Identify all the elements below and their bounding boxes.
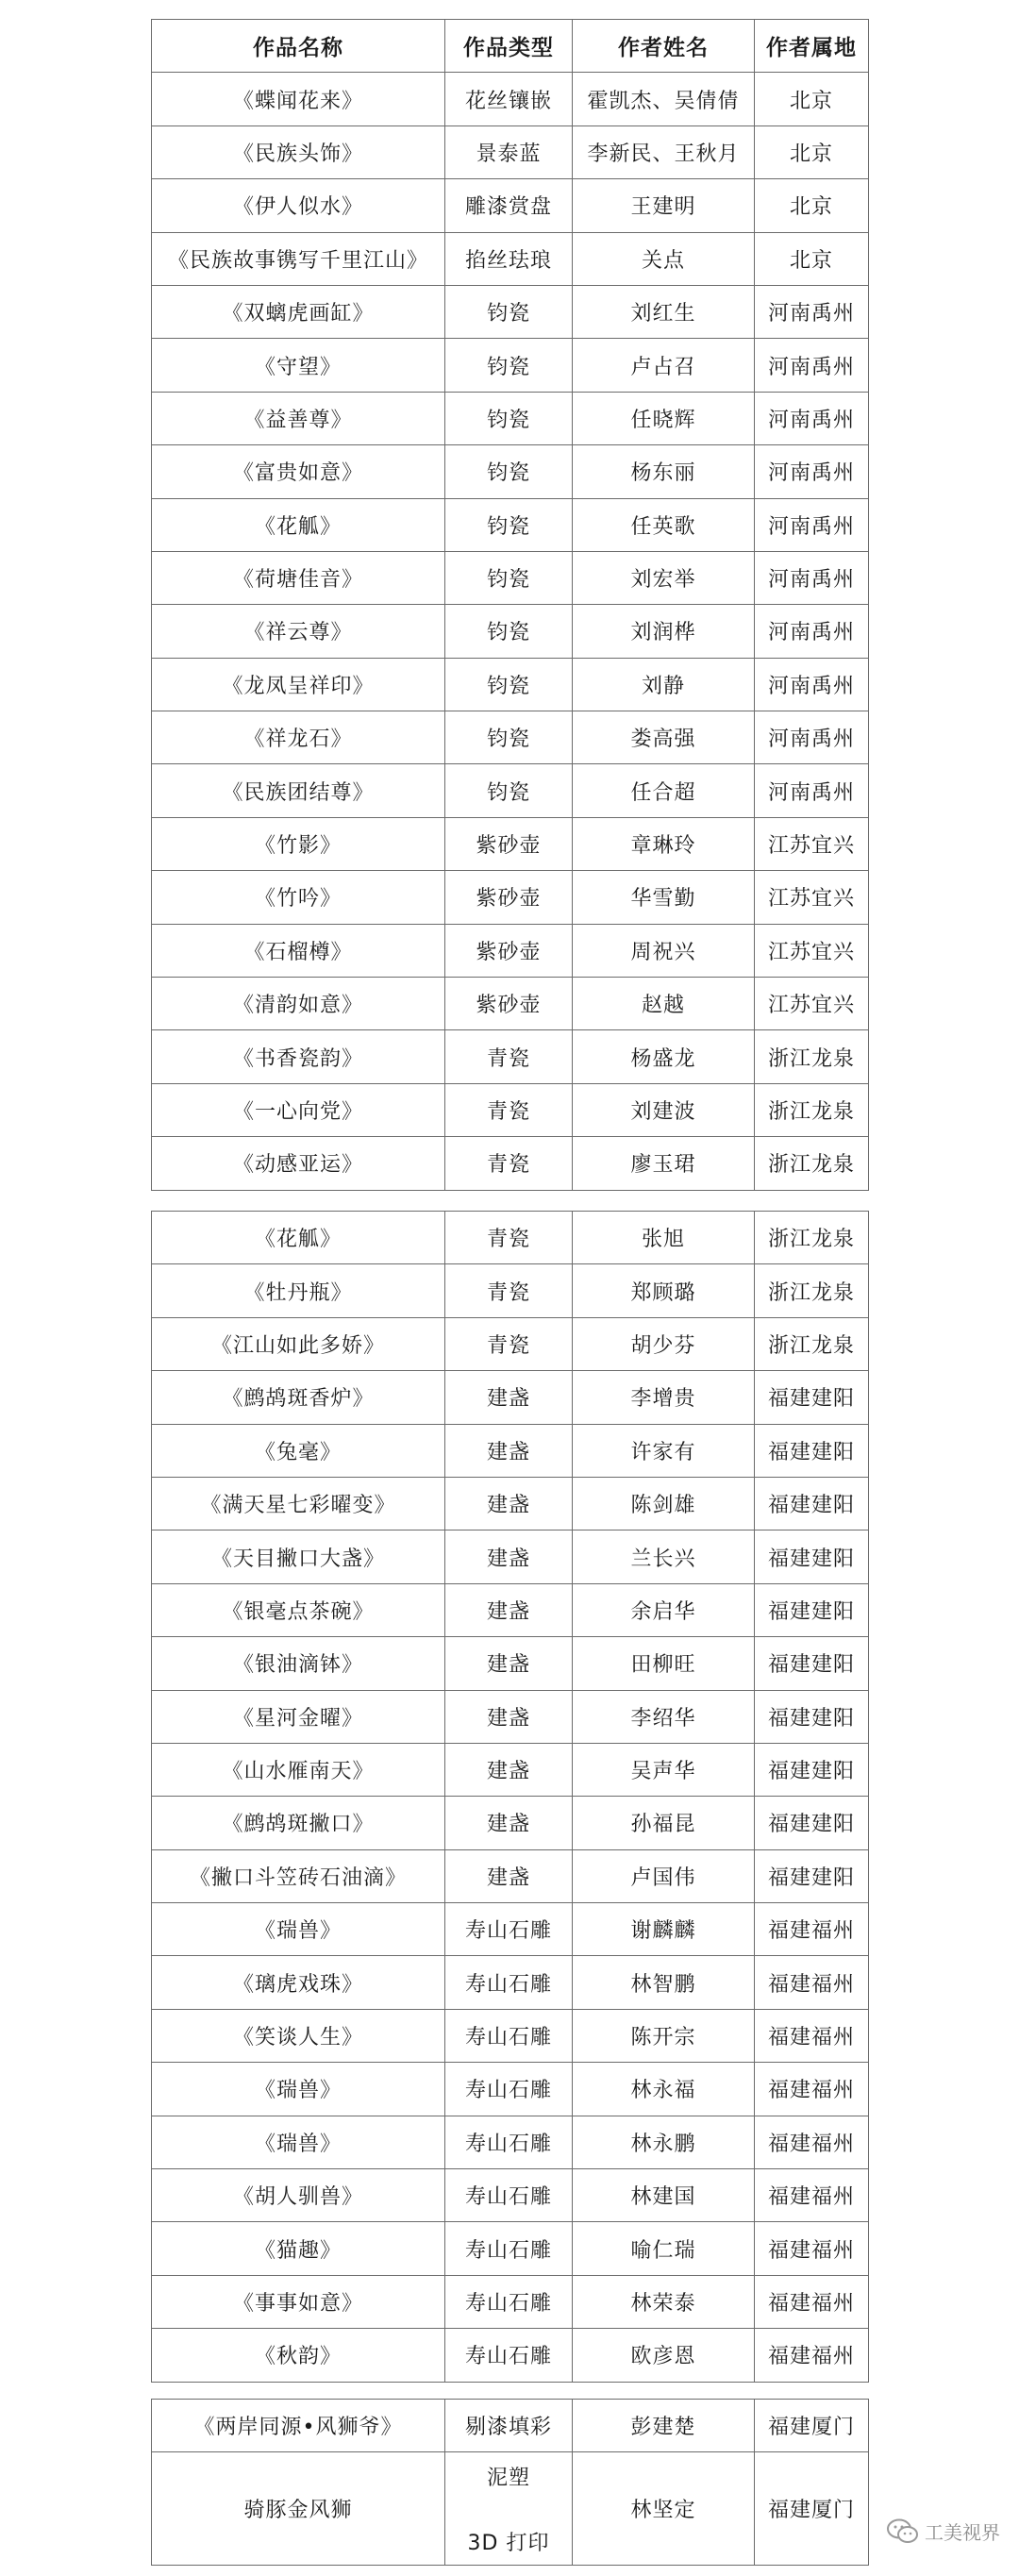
table-row: [152, 605, 869, 658]
table-row: [152, 1690, 869, 1743]
cell-author-name: 卢国伟: [573, 1849, 755, 1902]
cell-author-name: 刘建波: [573, 1083, 755, 1136]
works-table-part-3: [151, 2399, 869, 2566]
cell-work-type: 青瓷: [445, 1212, 573, 1264]
cell-work-name: 《祥云尊》: [152, 605, 445, 658]
table-row: [152, 1424, 869, 1477]
cell-work-name: 《富贵如意》: [152, 445, 445, 498]
cell-work-type: 寿山石雕: [445, 1956, 573, 2009]
cell-author-region: 福建厦门: [755, 2400, 869, 2452]
cell-work-type: 寿山石雕: [445, 2009, 573, 2062]
cell-author-region: 浙江龙泉: [755, 1083, 869, 1136]
cell-author-name: 王建明: [573, 179, 755, 232]
cell-work-name: 《花觚》: [152, 498, 445, 551]
table-row: [152, 817, 869, 870]
cell-work-name: 《石榴樽》: [152, 924, 445, 977]
cell-work-type: 建盏: [445, 1637, 573, 1690]
cell-author-name: 华雪勤: [573, 871, 755, 924]
table-row: [152, 2009, 869, 2062]
cell-author-region: 福建厦门: [755, 2452, 869, 2566]
cell-work-type: 建盏: [445, 1849, 573, 1902]
cell-author-region: 江苏宜兴: [755, 871, 869, 924]
cell-work-name: 《璃虎戏珠》: [152, 1956, 445, 2009]
cell-author-region: 浙江龙泉: [755, 1030, 869, 1083]
cell-work-name: 《一心向党》: [152, 1083, 445, 1136]
cell-author-name: 彭建楚: [573, 2400, 755, 2452]
cell-work-type: 花丝镶嵌: [445, 73, 573, 125]
cell-work-type: 寿山石雕: [445, 2169, 573, 2222]
cell-work-name: 《民族头饰》: [152, 125, 445, 178]
table-row: [152, 1583, 869, 1636]
table-row: [152, 1371, 869, 1424]
cell-work-type: [445, 2452, 573, 2566]
cell-work-type: 钧瓷: [445, 551, 573, 604]
cell-work-name: 《猫趣》: [152, 2222, 445, 2275]
cell-author-name: 刘宏举: [573, 551, 755, 604]
cell-author-name: 李绍华: [573, 1690, 755, 1743]
table-row: [152, 179, 869, 232]
cell-work-type: 建盏: [445, 1424, 573, 1477]
cell-author-name: 关点: [573, 232, 755, 285]
cell-author-region: 福建建阳: [755, 1797, 869, 1849]
cell-author-region: 福建福州: [755, 1903, 869, 1956]
cell-author-region: 福建建阳: [755, 1690, 869, 1743]
cell-author-region: 河南禹州: [755, 711, 869, 764]
cell-work-type: 建盏: [445, 1743, 573, 1796]
cell-work-type: 建盏: [445, 1371, 573, 1424]
cell-author-name: 吴声华: [573, 1743, 755, 1796]
cell-work-name: 《银油滴钵》: [152, 1637, 445, 1690]
cell-work-type: 紫砂壶: [445, 817, 573, 870]
cell-author-region: 福建福州: [755, 1956, 869, 2009]
cell-work-name: 《益善尊》: [152, 392, 445, 444]
cell-author-name: 林智鹏: [573, 1956, 755, 2009]
cell-work-name: 《兔毫》: [152, 1424, 445, 1477]
cell-author-name: 刘红生: [573, 285, 755, 338]
cell-author-region: 福建福州: [755, 2329, 869, 2382]
cell-author-region: 北京: [755, 179, 869, 232]
watermark: [887, 2517, 1000, 2545]
cell-work-name: 《祥龙石》: [152, 711, 445, 764]
cell-author-region: 福建福州: [755, 2009, 869, 2062]
cell-work-type: 掐丝珐琅: [445, 232, 573, 285]
cell-author-name: 章琳玲: [573, 817, 755, 870]
cell-work-name: 《龙凤呈祥印》: [152, 658, 445, 711]
cell-author-region: 江苏宜兴: [755, 978, 869, 1030]
cell-author-region: 江苏宜兴: [755, 924, 869, 977]
cell-author-region: 河南禹州: [755, 445, 869, 498]
cell-author-region: 福建福州: [755, 2169, 869, 2222]
cell-author-region: 河南禹州: [755, 285, 869, 338]
cell-author-name: 林坚定: [573, 2452, 755, 2566]
cell-author-region: 浙江龙泉: [755, 1264, 869, 1317]
cell-author-name: 兰长兴: [573, 1531, 755, 1583]
cell-author-name: 任英歌: [573, 498, 755, 551]
cell-work-name: 《笑谈人生》: [152, 2009, 445, 2062]
cell-work-name: 《动感亚运》: [152, 1137, 445, 1190]
table-row: [152, 658, 869, 711]
cell-work-name: 《伊人似水》: [152, 179, 445, 232]
cell-work-name: 《民族故事镌写千里江山》: [152, 232, 445, 285]
cell-author-region: 河南禹州: [755, 658, 869, 711]
table-row: [152, 2329, 869, 2382]
cell-work-type: 紫砂壶: [445, 978, 573, 1030]
cell-work-name: 《星河金曜》: [152, 1690, 445, 1743]
cell-work-type: 钧瓷: [445, 445, 573, 498]
cell-work-type: 寿山石雕: [445, 2329, 573, 2382]
cell-author-name: 周祝兴: [573, 924, 755, 977]
cell-work-name: 《书香瓷韵》: [152, 1030, 445, 1083]
cell-author-name: 许家有: [573, 1424, 755, 1477]
table-row: [152, 2452, 869, 2566]
cell-author-name: 李增贵: [573, 1371, 755, 1424]
table-row: [152, 551, 869, 604]
cell-work-type: 建盏: [445, 1531, 573, 1583]
table-row: [152, 1531, 869, 1583]
cell-author-region: 福建建阳: [755, 1477, 869, 1530]
cell-work-type: 建盏: [445, 1583, 573, 1636]
cell-work-type: 寿山石雕: [445, 1903, 573, 1956]
cell-author-name: 胡少芬: [573, 1317, 755, 1370]
cell-work-type: 钧瓷: [445, 711, 573, 764]
cell-author-name: 刘静: [573, 658, 755, 711]
table-row: [152, 1477, 869, 1530]
table-row: [152, 1264, 869, 1317]
cell-author-region: 福建福州: [755, 2222, 869, 2275]
table-row: [152, 2400, 869, 2452]
cell-author-name: 娄高强: [573, 711, 755, 764]
cell-work-name: 《秋韵》: [152, 2329, 445, 2382]
cell-author-name: 郑顾璐: [573, 1264, 755, 1317]
cell-work-name: 《山水雁南天》: [152, 1743, 445, 1796]
cell-work-type: 建盏: [445, 1797, 573, 1849]
cell-work-type: 青瓷: [445, 1317, 573, 1370]
table-row: [152, 871, 869, 924]
cell-author-region: 河南禹州: [755, 605, 869, 658]
table-row: [152, 285, 869, 338]
table-row: [152, 1743, 869, 1796]
cell-work-name: 骑豚金风狮: [152, 2452, 445, 2566]
cell-work-name: 《江山如此多娇》: [152, 1317, 445, 1370]
cell-author-name: 赵越: [573, 978, 755, 1030]
cell-work-type: 钧瓷: [445, 658, 573, 711]
cell-work-type: 剔漆填彩: [445, 2400, 573, 2452]
cell-author-name: 林永福: [573, 2063, 755, 2116]
cell-author-region: 河南禹州: [755, 339, 869, 392]
table-row: [152, 73, 869, 125]
cell-work-name: 《竹影》: [152, 817, 445, 870]
table-row: [152, 764, 869, 817]
cell-author-region: 北京: [755, 232, 869, 285]
cell-author-name: 谢麟麟: [573, 1903, 755, 1956]
work-type-line-2: 3D 打印: [467, 2531, 550, 2555]
cell-work-type: 钧瓷: [445, 392, 573, 444]
cell-work-name: 《两岸同源•风狮爷》: [152, 2400, 445, 2452]
cell-work-name: 《事事如意》: [152, 2275, 445, 2328]
cell-author-name: 陈剑雄: [573, 1477, 755, 1530]
header-work-name: 作品名称: [152, 20, 445, 73]
cell-work-type: 青瓷: [445, 1030, 573, 1083]
header-work-type: 作品类型: [445, 20, 573, 73]
cell-author-region: 福建福州: [755, 2063, 869, 2116]
cell-work-name: 《撇口斗笠砖石油滴》: [152, 1849, 445, 1902]
cell-work-type: 紫砂壶: [445, 871, 573, 924]
cell-author-name: 杨盛龙: [573, 1030, 755, 1083]
table-row: [152, 978, 869, 1030]
table-row: [152, 1849, 869, 1902]
cell-work-type: 钧瓷: [445, 285, 573, 338]
cell-author-name: 张旭: [573, 1212, 755, 1264]
cell-work-type: 钧瓷: [445, 764, 573, 817]
table-row: [152, 2116, 869, 2168]
table-row: [152, 392, 869, 444]
cell-work-name: 《鹧鸪斑香炉》: [152, 1371, 445, 1424]
cell-author-name: 喻仁瑞: [573, 2222, 755, 2275]
cell-author-region: 河南禹州: [755, 498, 869, 551]
table-row: [152, 1956, 869, 2009]
cell-author-region: 福建建阳: [755, 1371, 869, 1424]
cell-author-name: 林建国: [573, 2169, 755, 2222]
cell-work-type: 钧瓷: [445, 339, 573, 392]
cell-work-name: 《瑞兽》: [152, 1903, 445, 1956]
cell-work-type: 建盏: [445, 1690, 573, 1743]
works-table-part-2: [151, 1211, 869, 2383]
cell-work-type: 青瓷: [445, 1137, 573, 1190]
cell-work-name: 《鹧鸪斑撇口》: [152, 1797, 445, 1849]
table-row: [152, 1797, 869, 1849]
cell-author-region: 福建建阳: [755, 1743, 869, 1796]
cell-work-name: 《银毫点茶碗》: [152, 1583, 445, 1636]
cell-author-region: 北京: [755, 125, 869, 178]
table-row: [152, 125, 869, 178]
table-row: [152, 232, 869, 285]
cell-work-name: 《花觚》: [152, 1212, 445, 1264]
cell-author-name: 杨东丽: [573, 445, 755, 498]
cell-author-region: 河南禹州: [755, 392, 869, 444]
cell-author-region: 浙江龙泉: [755, 1137, 869, 1190]
header-author-region: 作者属地: [755, 20, 869, 73]
cell-work-name: 《民族团结尊》: [152, 764, 445, 817]
cell-author-region: 浙江龙泉: [755, 1212, 869, 1264]
cell-work-name: 《胡人驯兽》: [152, 2169, 445, 2222]
table-row: [152, 924, 869, 977]
cell-work-name: 《清韵如意》: [152, 978, 445, 1030]
wechat-icon: [887, 2518, 919, 2545]
cell-author-region: 江苏宜兴: [755, 817, 869, 870]
cell-work-name: 《双螭虎画缸》: [152, 285, 445, 338]
table-row: [152, 2275, 869, 2328]
cell-work-type: 紫砂壶: [445, 924, 573, 977]
cell-author-name: 林荣泰: [573, 2275, 755, 2328]
cell-author-region: 河南禹州: [755, 764, 869, 817]
table-row: [152, 1903, 869, 1956]
cell-work-type: 钧瓷: [445, 605, 573, 658]
table-row: [152, 1137, 869, 1190]
cell-author-region: 福建福州: [755, 2116, 869, 2168]
cell-author-region: 北京: [755, 73, 869, 125]
cell-author-region: 福建建阳: [755, 1531, 869, 1583]
table-row: [152, 445, 869, 498]
cell-work-type: 青瓷: [445, 1264, 573, 1317]
cell-work-type: 寿山石雕: [445, 2222, 573, 2275]
cell-author-name: 廖玉珺: [573, 1137, 755, 1190]
cell-author-name: 田柳旺: [573, 1637, 755, 1690]
cell-work-name: 《蝶闻花来》: [152, 73, 445, 125]
cell-work-name: 《瑞兽》: [152, 2063, 445, 2116]
watermark-text: 工美视界: [925, 2521, 1000, 2544]
table-row: [152, 498, 869, 551]
cell-work-type: 青瓷: [445, 1083, 573, 1136]
cell-author-name: 孙福昆: [573, 1797, 755, 1849]
table-row: [152, 2222, 869, 2275]
cell-work-name: 《守望》: [152, 339, 445, 392]
cell-work-type: 寿山石雕: [445, 2275, 573, 2328]
table-row: [152, 2169, 869, 2222]
cell-work-type: 寿山石雕: [445, 2063, 573, 2116]
table-row: [152, 1083, 869, 1136]
cell-author-region: 浙江龙泉: [755, 1317, 869, 1370]
cell-work-type: 雕漆赏盘: [445, 179, 573, 232]
table-header-row: [152, 20, 869, 73]
table-row: [152, 339, 869, 392]
cell-work-name: 《荷塘佳音》: [152, 551, 445, 604]
cell-work-name: 《牡丹瓶》: [152, 1264, 445, 1317]
table-row: [152, 1212, 869, 1264]
cell-work-name: 《满天星七彩曜变》: [152, 1477, 445, 1530]
work-type-line-1: 泥塑: [486, 2466, 530, 2490]
table-row: [152, 1317, 869, 1370]
cell-author-name: 余启华: [573, 1583, 755, 1636]
cell-author-name: 李新民、王秋月: [573, 125, 755, 178]
cell-work-type: 寿山石雕: [445, 2116, 573, 2168]
table-row: [152, 1637, 869, 1690]
cell-author-name: 林永鹏: [573, 2116, 755, 2168]
cell-author-region: 福建建阳: [755, 1424, 869, 1477]
cell-author-name: 卢占召: [573, 339, 755, 392]
cell-author-region: 福建建阳: [755, 1849, 869, 1902]
cell-work-type: 景泰蓝: [445, 125, 573, 178]
table-row: [152, 2063, 869, 2116]
cell-author-name: 任晓辉: [573, 392, 755, 444]
cell-author-name: 霍凯杰、吴倩倩: [573, 73, 755, 125]
cell-work-type: 建盏: [445, 1477, 573, 1530]
cell-work-name: 《天目撇口大盏》: [152, 1531, 445, 1583]
table-row: [152, 711, 869, 764]
cell-work-name: 《瑞兽》: [152, 2116, 445, 2168]
cell-work-name: 《竹吟》: [152, 871, 445, 924]
cell-author-name: 任合超: [573, 764, 755, 817]
cell-author-name: 欧彦恩: [573, 2329, 755, 2382]
table-row: [152, 1030, 869, 1083]
cell-work-type: 钧瓷: [445, 498, 573, 551]
works-table-part-1: [151, 19, 869, 1191]
cell-author-region: 福建福州: [755, 2275, 869, 2328]
cell-author-region: 河南禹州: [755, 551, 869, 604]
cell-author-region: 福建建阳: [755, 1583, 869, 1636]
cell-author-name: 陈开宗: [573, 2009, 755, 2062]
cell-author-name: 刘润桦: [573, 605, 755, 658]
header-author-name: 作者姓名: [573, 20, 755, 73]
cell-author-region: 福建建阳: [755, 1637, 869, 1690]
